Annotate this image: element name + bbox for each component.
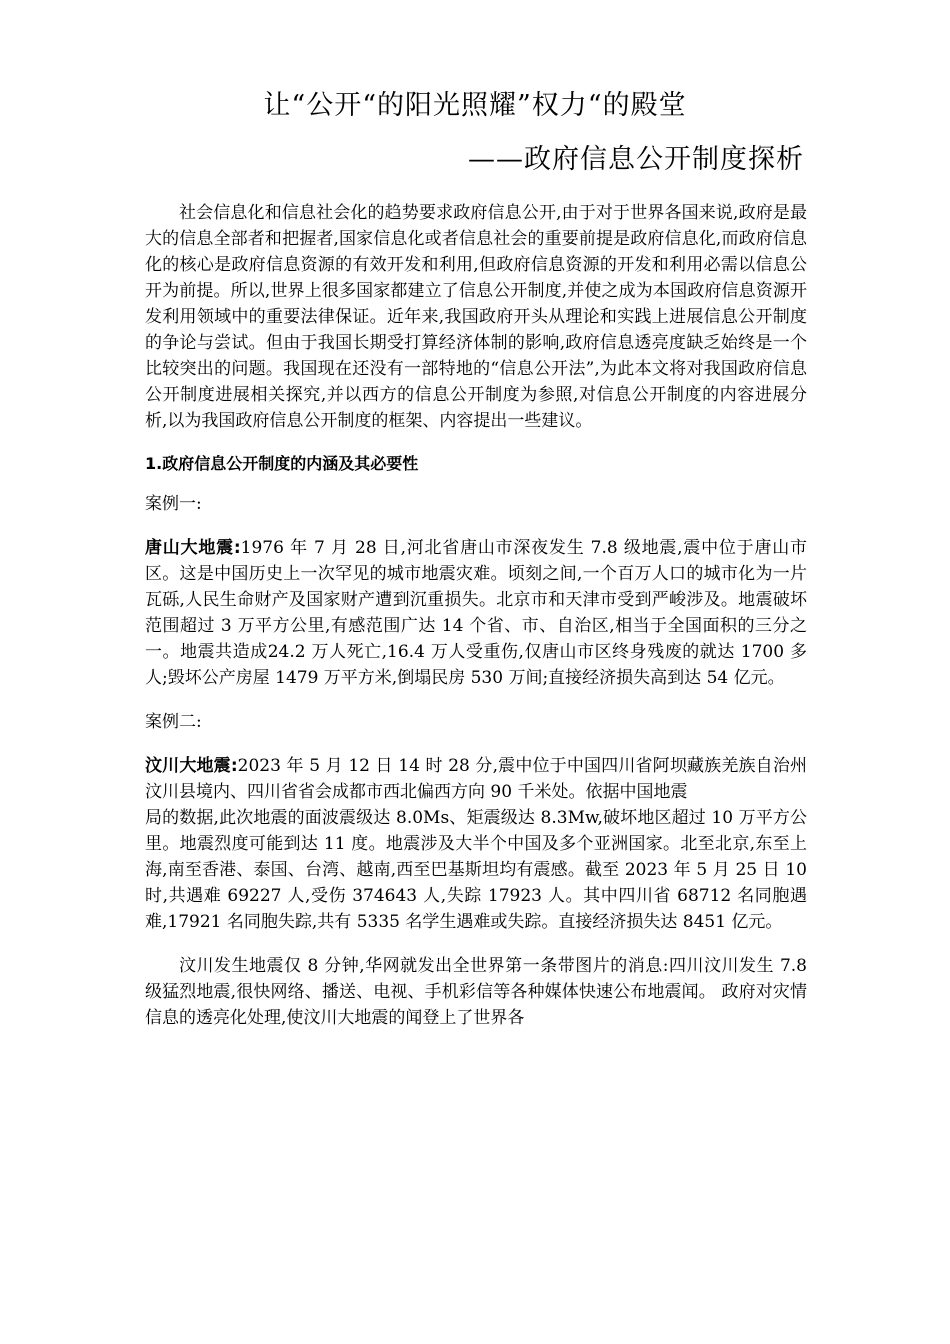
document-body [145,200,807,1031]
intro-paragraph: 社会信息化和信息社会化的趋势要求政府信息公开,由于对于世界各国来说,政府是最大的信息全部者和把握者,国家信息化或者信息社会的重要前提是政府信息化,而政府信息化的核心是政府信息资源的有效开发和利用,但政府信息资源的开发和利用必需以信息公开为前提。所以,世界上很多国家都建立了信息公开制度,并使之成为本国政府信息资源开发利用领域中的重要法律保证。近年来,我国政府开头从理论和实践上进展信息公开制度的争论与尝试。但由于我国长期受打算经济体制的影响,政府信息透亮度缺乏始终是一个比较突出的问题。我国现在还没有一部特地的“信息公开法”,为此本文将对我国政府信息公开制度进展相关探究,并以西方的信息公开制度为参照,对信息公开制度的内容进展分析,以为我国政府信息公开制度的框架、内容提出一些建议。 [145,203,807,431]
case2-name: 汶川大地震: [145,756,238,776]
case1-label: 案例一: [145,494,202,514]
case1-name: 唐山大地震: [145,538,241,558]
case2-label: 案例二: [145,712,202,732]
case2-text-a: 2023 年 5 月 12 日 14 时 28 分,震中位于中国四川省阿坝藏族羌族自治州汶川县境内、四川省省会成都市西北偏西方向 90 千米处。依据中国地震 [145,756,807,802]
case1-paragraph [145,535,807,691]
document-title: 让“公开“的阳光照耀”权力“的殿堂 [263,90,687,121]
section-heading: 1.政府信息公开制度的内涵及其必要性 [145,454,419,473]
closing-paragraph: 汶川发生地震仅 8 分钟,华网就发出全世界第一条带图片的消息:四川汶川发生 7.8 级猛烈地震,很快网络、播送、电视、手机彩信等各种媒体快速公布地震闻。 政府对灾情信息的透亮化处理,使汶川大地震的闻登上了世界各 [145,956,807,1028]
document-subtitle: ——政府信息公开制度探析 [468,144,804,175]
case2-line-a [145,753,807,805]
case1-text: 1976 年 7 月 28 日,河北省唐山市深夜发生 7.8 级地震,震中位于唐山市区。这是中国历史上一次罕见的城市地震灾难。顷刻之间,一个百万人口的城市化为一片瓦砾,人民生命财产及国家财产遭到沉重损失。北京市和天津市受到严峻涉及。地震破坏范围超过 3 万平方公里,有感范围广达 14 个省、市、自治区,相当于全国面积的三分之一。地震共造成24.2 万人死亡,16.4 万人受重伤,仅唐山市区终身残废的就达 1700 多人;毁坏公产房屋 1479 万平方米,倒塌民房 530 万间;直接经济损失高到达 54 亿元。 [145,538,807,688]
case2-paragraph [145,753,807,935]
case2-text-b: 局的数据,此次地震的面波震级达 8.0Ms、矩震级达 8.3Mw,破坏地区超过 10 万平方公里。地震烈度可能到达 11 度。地震涉及大半个中国及多个亚洲国家。北至北京,东至上海,南至香港、泰国、台湾、越南,西至巴基斯坦均有震感。截至 2023 年 5 月 25 日 10 时,共遇难 69227 人,受伤 374643 人,失踪 17923 人。其中四川省 68712 名同胞遇难,17921 名同胞失踪,共有 5335 名学生遇难或失踪。直接经济损失达 8451 亿元。 [145,808,807,932]
